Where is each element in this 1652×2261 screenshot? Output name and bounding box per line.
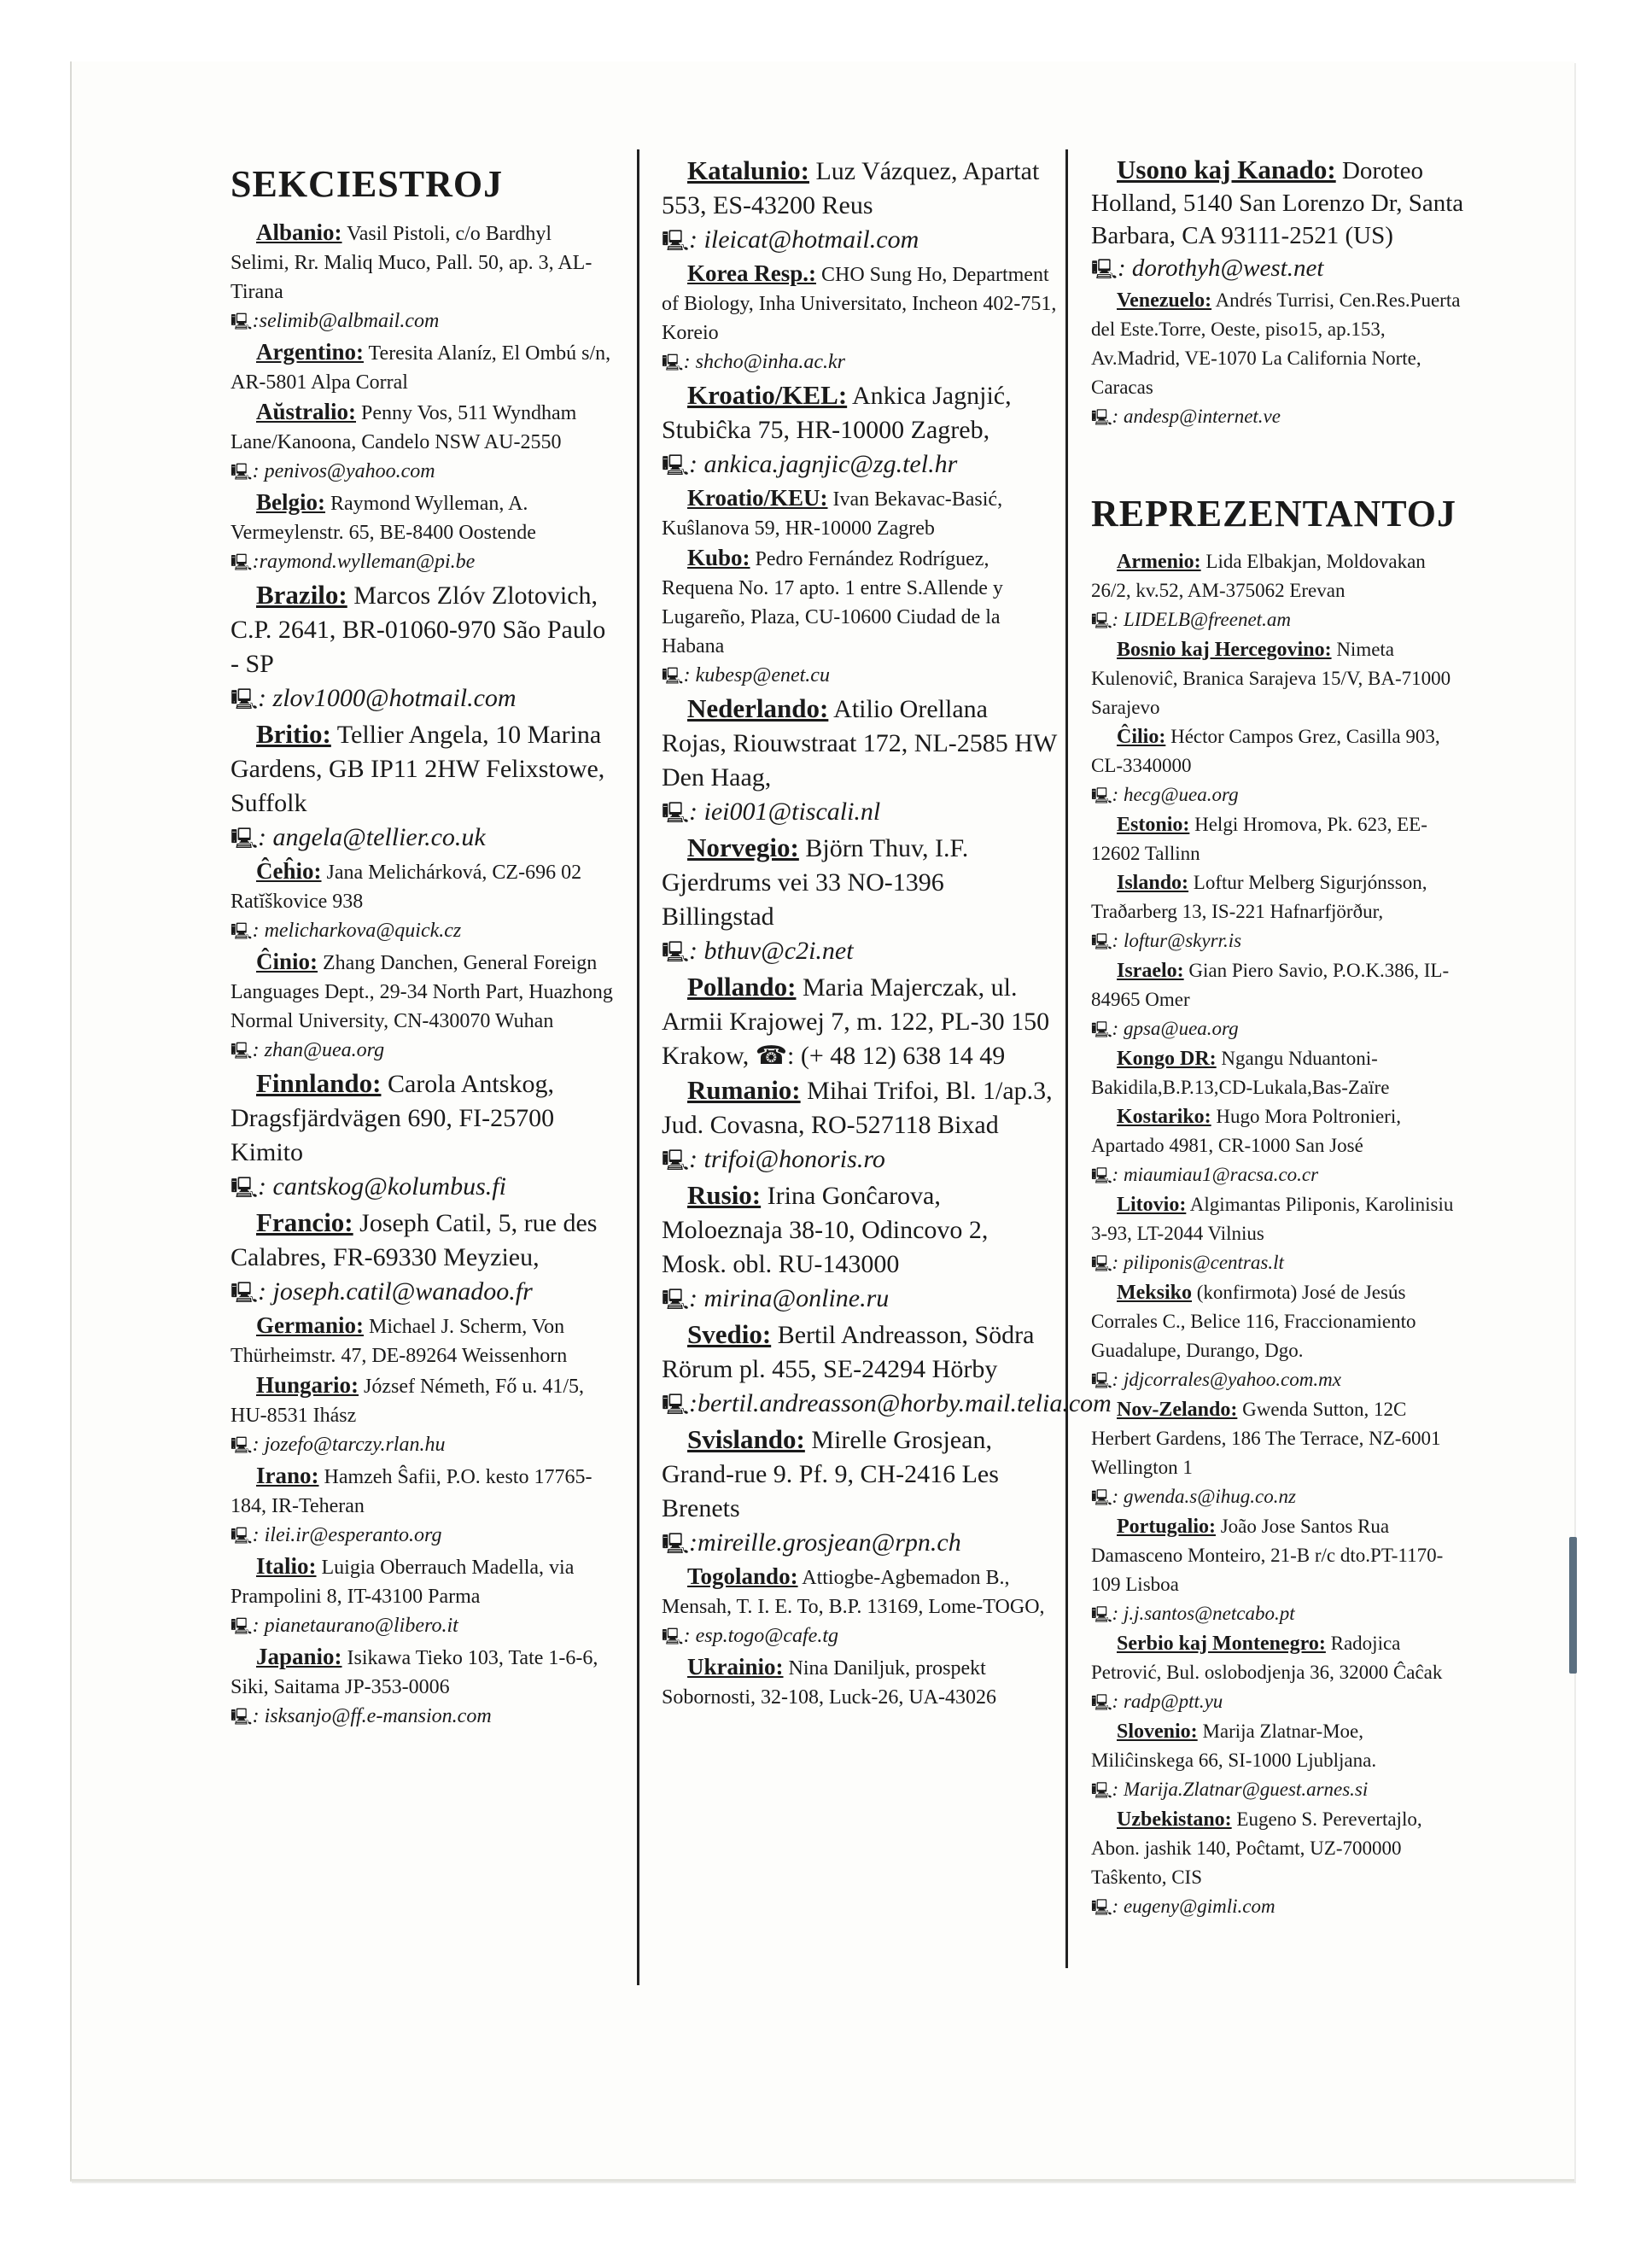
country-label: Svedio: (687, 1319, 772, 1349)
contact-text: Ngangu Nduantoni-Bakidila,B.P.13,CD-Lukala,Bas-Zaïre (1091, 1048, 1390, 1098)
computer-icon: 🖳 (1091, 1021, 1112, 1038)
computer-icon: 🖳 (662, 1534, 690, 1556)
email-address[interactable]: :selimib@albmail.com (252, 310, 440, 332)
country-label: Aŭstralio: (256, 399, 356, 424)
country-label: Ĉeĥio: (256, 858, 322, 884)
country-label: Armenio: (1117, 551, 1201, 573)
computer-icon: 🖳 (662, 231, 690, 253)
country-label: Irano: (256, 1463, 319, 1488)
page-edge-tab (1569, 1537, 1577, 1674)
directory-entry (1091, 956, 1467, 1044)
computer-icon: 🖳 (662, 1289, 690, 1312)
country-label: Japanio: (256, 1644, 342, 1669)
contact-text: Pedro Fernández Rodríguez, Requena No. 17 apto. 1 entre S.Allende y Lugareño, Plaza, CU-10600 Ciudad de la Habana (662, 548, 1003, 657)
computer-icon: 🖳 (662, 803, 690, 825)
contact-text: Isikawa Tieko 103, Tate 1-6-6, Siki, Saitama JP-353-0006 (231, 1647, 598, 1698)
email-address[interactable]: : ankica.jagnjic@zg.tel.hr (689, 450, 958, 478)
computer-icon: 🖳 (1091, 933, 1112, 950)
computer-icon: 🖳 (231, 1618, 253, 1636)
directory-entry (662, 543, 1059, 692)
computer-icon: 🖳 (662, 668, 684, 686)
country-label: Argentino: (256, 339, 364, 365)
email-address[interactable]: : eugeny@gimli.com (1112, 1896, 1275, 1917)
directory-entry (662, 1178, 1059, 1317)
directory-entry (662, 970, 1059, 1073)
email-address[interactable]: : trifoi@honoris.ro (689, 1145, 885, 1173)
contact-text: Maria Majerczak, ul. Armii Krajowej 7, m. 122, PL-30 150 Krakow, ☎: (+ 48 12) 638 14 49 (662, 973, 1050, 1070)
contact-text: Jana Melichárková, CZ-696 02 Ratĭškovice 938 (231, 862, 582, 913)
directory-entry (231, 397, 615, 488)
country-label: Finnlando: (256, 1068, 382, 1098)
computer-icon: 🖳 (231, 464, 253, 482)
contact-text: Eugeno S. Perevertajlo, Abon. jashik 140, Poĉtamt, UZ-700000 Taŝkento, CIS (1091, 1808, 1422, 1888)
directory-entry (231, 1461, 615, 1551)
contact-text: Loftur Melberg Sigurjónsson, Traðarberg 13, IS-221 Hafnarfjörður, (1091, 872, 1427, 922)
computer-icon: 🖳 (662, 1394, 690, 1417)
email-address[interactable]: :raymond.wylleman@pi.be (252, 551, 476, 573)
country-label: Norvegio: (687, 833, 799, 862)
computer-icon: 🖳 (231, 1437, 253, 1455)
email-address[interactable]: : j.j.santos@netcabo.pt (1112, 1603, 1295, 1624)
computer-icon: 🖳 (1091, 259, 1118, 281)
country-label: Nov-Zelando: (1117, 1399, 1238, 1421)
contact-text: Nina Daniljuk, prospekt Sobornosti, 32-108, Luck-26, UA-43026 (662, 1657, 996, 1709)
country-label: Islando: (1117, 872, 1189, 894)
contact-text: Penny Vos, 511 Wyndham Lane/Kanoona, Candelo NSW AU-2550 (231, 402, 577, 453)
email-address[interactable]: : piliponis@centras.lt (1112, 1252, 1284, 1273)
email-address[interactable]: : dorothyh@west.net (1117, 254, 1324, 282)
email-address[interactable]: : mirina@online.ru (689, 1284, 890, 1312)
contact-text: Joseph Catil, 5, rue des Calabres, FR-69330 Meyzieu, (231, 1209, 598, 1271)
computer-icon: 🖳 (231, 554, 253, 572)
directory-entry (662, 259, 1059, 378)
computer-icon: 🖳 (1091, 1694, 1112, 1711)
contact-text: Gian Piero Savio, P.O.K.386, IL-84965 Omer (1091, 960, 1450, 1010)
email-address[interactable]: : penivos@yahoo.com (252, 460, 435, 482)
directory-entry (1091, 1278, 1467, 1395)
country-label: Albanio: (256, 219, 342, 245)
contact-text: Bertil Andreasson, Södra Rörum pl. 455, SE-24294 Hörby (662, 1321, 1035, 1383)
directory-entry (1091, 722, 1467, 810)
email-address[interactable]: : shcho@inha.ac.kr (683, 351, 845, 373)
computer-icon: 🖳 (1091, 1782, 1112, 1799)
section-heading-reprezentantoj: REPREZENTANTOJ (1091, 493, 1457, 535)
country-label: Meksiko (1117, 1282, 1193, 1304)
contact-text: Helgi Hromova, Pk. 623, EE-12602 Tallinn (1091, 814, 1427, 864)
country-label: Estonio: (1117, 814, 1190, 836)
country-label: Bosnio kaj Hercegovino: (1117, 639, 1332, 661)
email-address[interactable]: : Marija.Zlatnar@guest.arnes.si (1112, 1779, 1369, 1800)
directory-entry (662, 692, 1059, 831)
email-address[interactable]: : miaumiau1@racsa.co.cr (1112, 1164, 1319, 1185)
country-label: Rusio: (687, 1180, 762, 1210)
directory-entry (662, 1317, 1112, 1423)
computer-icon: 🖳 (1091, 1489, 1112, 1506)
directory-entry (231, 1206, 615, 1311)
country-label: Kroatio/KEL: (687, 380, 848, 410)
country-label: Litovio: (1117, 1194, 1187, 1216)
directory-entry (662, 483, 1059, 543)
computer-icon: 🖳 (1091, 1372, 1112, 1389)
contact-text: João Jose Santos Rua Damasceno Monteiro, 21-B r/c dto.PT-1170-109 Lisboa (1091, 1516, 1444, 1595)
directory-entry (231, 1642, 615, 1732)
directory-entry (662, 831, 1059, 970)
contact-text: Mihai Trifoi, Bl. 1/ap.3, Jud. Covasna, RO-527118 Bixad (662, 1077, 1053, 1139)
email-address[interactable]: : isksanjo@ff.e-mansion.com (252, 1705, 492, 1727)
country-label: Belgio: (256, 489, 325, 515)
directory-entry (1091, 1190, 1467, 1278)
email-address[interactable]: : pianetaurano@libero.it (252, 1615, 458, 1637)
computer-icon: 🖳 (1091, 1255, 1112, 1272)
country-label: Hungario: (256, 1372, 359, 1398)
country-label: Francio: (256, 1207, 353, 1237)
email-address[interactable]: : ilei.ir@esperanto.org (252, 1524, 442, 1546)
contact-text: CHO Sung Ho, Department of Biology, Inha Universitato, Incheon 402-751, Koreio (662, 264, 1057, 344)
contact-text: Hugo Mora Poltronieri, Apartado 4981, CR-1000 San José (1091, 1106, 1401, 1156)
email-address[interactable]: : gpsa@uea.org (1112, 1018, 1239, 1039)
directory-entry (1091, 1102, 1467, 1190)
email-address[interactable]: : ileicat@hotmail.com (689, 225, 919, 254)
email-address[interactable]: : gwenda.s@ihug.co.nz (1112, 1486, 1296, 1507)
directory-entry (231, 947, 615, 1066)
computer-icon: 🖳 (231, 1043, 253, 1060)
contact-text: Raymond Wylleman, A. Vermeylenstr. 65, BE-8400 Oostende (231, 493, 536, 544)
column-divider (1065, 149, 1068, 1968)
directory-entry (231, 1066, 615, 1206)
contact-text: Tellier Angela, 10 Marina Gardens, GB IP11 2HW Felixstowe, Suffolk (231, 721, 605, 817)
country-label: Svislando: (687, 1424, 805, 1454)
contact-text: Gwenda Sutton, 12C Herbert Gardens, 186 The Terrace, NZ-6001 Wellington 1 (1091, 1399, 1441, 1478)
directory-entry (1091, 810, 1467, 868)
email-address[interactable]: : bthuv@c2i.net (689, 937, 854, 965)
country-label: Serbio kaj Montenegro: (1117, 1633, 1326, 1655)
computer-icon: 🖳 (231, 1709, 253, 1726)
country-label: Uzbekistano: (1117, 1808, 1232, 1831)
contact-text: Andrés Turrisi, Cen.Res.Puerta del Este.Torre, Oeste, piso15, ap.153, Av.Madrid, VE-1070 La California Norte, Caracas (1091, 289, 1461, 398)
directory-entry (231, 1551, 615, 1642)
contact-text: Michael J. Scherm, Von Thürheimstr. 47, DE-89264 Weissenhorn (231, 1316, 568, 1367)
contact-text: Luz Vázquez, Apartat 553, ES-43200 Reus (662, 157, 1040, 219)
computer-icon: 🖳 (231, 1282, 259, 1305)
column-1 (231, 154, 615, 1732)
computer-icon: 🖳 (662, 455, 690, 477)
directory-entry (231, 1370, 615, 1461)
contact-text: Radojica Petrović, Bul. oslobodjenja 36, 32000 Ĉaĉak (1091, 1633, 1443, 1683)
entry-list (1091, 154, 1467, 432)
computer-icon: 🖳 (231, 313, 253, 331)
email-address[interactable]: : zhan@uea.org (252, 1039, 385, 1061)
contact-text: Carola Antskog, Dragsfjärdvägen 690, FI-25700 Kimito (231, 1070, 555, 1166)
directory-entry (662, 154, 1059, 259)
country-label: Korea Resp.: (687, 260, 816, 286)
directory-entry (231, 1311, 615, 1370)
directory-entry (1091, 1717, 1467, 1805)
directory-entry (231, 717, 615, 856)
contact-text: Ivan Bekavac-Basić, Kuŝlanova 59, HR-10000 Zagreb (662, 488, 1003, 540)
country-label: Kubo: (687, 545, 750, 570)
email-address[interactable]: : melicharkova@quick.cz (252, 920, 462, 942)
computer-icon: 🖳 (1091, 612, 1112, 629)
directory-entry (1091, 1395, 1467, 1512)
column-2 (662, 154, 1112, 1712)
directory-entry (662, 1652, 1059, 1712)
directory-entry (1091, 286, 1467, 432)
country-label: Slovenio: (1117, 1721, 1198, 1743)
directory-entry (1091, 1512, 1467, 1629)
directory-entry (662, 1562, 1059, 1652)
computer-icon: 🖳 (662, 354, 684, 372)
email-address[interactable]: : jdjcorrales@yahoo.com.mx (1112, 1369, 1341, 1390)
directory-entry (1091, 547, 1467, 635)
directory-entry (662, 1423, 1059, 1562)
email-address[interactable]: :bertil.andreasson@horby.mail.telia.com (689, 1389, 1112, 1417)
email-address[interactable]: : loftur@skyrr.is (1112, 930, 1242, 951)
country-label: Kongo DR: (1117, 1048, 1217, 1070)
country-label: Katalunio: (687, 155, 809, 185)
contact-text: József Németh, Fő u. 41/5, HU-8531 Ihász (231, 1376, 584, 1427)
country-label: Pollando: (687, 972, 797, 1002)
contact-text: Marija Zlatnar-Moe, Miliĉinskega 66, SI-1000 Ljubljana. (1091, 1721, 1377, 1771)
contact-text: Lida Elbakjan, Moldovakan 26/2, kv.52, AM-375062 Erevan (1091, 551, 1426, 601)
country-label: Britio: (256, 719, 331, 749)
directory-entry (1091, 1044, 1467, 1102)
email-address[interactable]: : LIDELB@freenet.am (1112, 609, 1291, 630)
country-label: Togolando: (687, 1563, 798, 1589)
entry-list (662, 154, 1112, 1712)
computer-icon: 🖳 (231, 1177, 259, 1200)
computer-icon: 🖳 (1091, 409, 1112, 426)
directory-entry (231, 856, 615, 947)
contact-text: Teresita Alaníz, El Ombú s/n, AR-5801 Alpa Corral (231, 342, 611, 394)
contact-text: Ankica Jagnjić, Stubiĉka 75, HR-10000 Zagreb, (662, 382, 1012, 444)
email-address[interactable]: :mireille.grosjean@rpn.ch (689, 1528, 961, 1557)
contact-text: Hamzeh Ŝafii, P.O. kesto 17765-184, IR-Teheran (231, 1466, 593, 1517)
computer-icon: 🖳 (662, 1628, 684, 1646)
directory-entry (1091, 1805, 1467, 1922)
entry-list (1091, 547, 1467, 1922)
computer-icon: 🖳 (1091, 787, 1112, 804)
email-address[interactable]: : cantskog@kolumbus.fi (258, 1172, 506, 1201)
email-address[interactable]: : zlov1000@hotmail.com (258, 684, 517, 712)
directory-entry (1091, 868, 1467, 956)
computer-icon: 🖳 (231, 1528, 253, 1545)
computer-icon: 🖳 (231, 923, 253, 941)
country-label: Ĉinio: (256, 949, 318, 974)
directory-entry (231, 488, 615, 578)
computer-icon: 🖳 (1091, 1167, 1112, 1184)
country-label: Ĉilio: (1117, 726, 1166, 748)
directory-entry (1091, 635, 1467, 722)
contact-text: Marcos Zlóv Zlotovich, C.P. 2641, BR-01060-970 São Paulo - SP (231, 581, 606, 678)
directory-entry (1091, 1629, 1467, 1717)
contact-text: Atilio Orellana Rojas, Riouwstraat 172, NL-2585 HW Den Haag, (662, 695, 1057, 792)
country-label: Kroatio/KEU: (687, 485, 828, 511)
contact-text: Vasil Pistoli, c/o Bardhyl Selimi, Rr. Maliq Muco, Pall. 50, ap. 3, AL-Tirana (231, 223, 593, 303)
contact-text: Doroteo Holland, 5140 San Lorenzo Dr, Santa Barbara, CA 93111-2521 (US) (1091, 157, 1464, 249)
country-label: Portugalio: (1117, 1516, 1216, 1538)
country-label: Nederlando: (687, 693, 829, 723)
contact-text: Zhang Danchen, General Foreign Languages Dept., 29-34 North Part, Huazhong Normal University, CN-430070 Wuhan (231, 952, 613, 1032)
email-address[interactable]: : andesp@internet.ve (1112, 406, 1281, 427)
computer-icon: 🖳 (231, 689, 259, 711)
email-address[interactable]: : esp.togo@cafe.tg (683, 1625, 838, 1647)
email-address[interactable]: : kubesp@enet.cu (683, 664, 830, 686)
directory-entry (1091, 154, 1467, 286)
contact-text: Héctor Campos Grez, Casilla 903, CL-3340000 (1091, 726, 1440, 776)
contact-text: Björn Thuv, I.F. Gjerdrums vei 33 NO-1396 Billingstad (662, 834, 969, 931)
directory-entry (662, 1073, 1059, 1178)
country-label: Ukrainio: (687, 1654, 784, 1680)
contact-text: Algimantas Piliponis, Karolinisiu 3-93, LT-2044 Vilnius (1091, 1194, 1454, 1244)
email-address[interactable]: : iei001@tiscali.nl (689, 797, 881, 826)
directory-entry (231, 578, 615, 717)
contact-text: Mirelle Grosjean, Grand-rue 9. Pf. 9, CH-2416 Les Brenets (662, 1426, 999, 1522)
computer-icon: 🖳 (662, 942, 690, 964)
email-address[interactable]: : angela@tellier.co.uk (258, 823, 486, 851)
column-divider (637, 149, 639, 1985)
contact-text: Irina Gonĉarova, Moloeznaja 38-10, Odincovo 2, Mosk. obl. RU-143000 (662, 1182, 989, 1278)
computer-icon: 🖳 (1091, 1606, 1112, 1623)
contact-text: (konfirmota) José de Jesús Corrales C., Belice 116, Fraccionamiento Guadalupe, Durango, Dgo. (1091, 1282, 1416, 1361)
country-label: Kostariko: (1117, 1106, 1211, 1128)
country-label: Italio: (256, 1553, 317, 1579)
email-address[interactable]: : jozefo@tarczy.rlan.hu (252, 1434, 446, 1456)
section-heading-sekciestroj: SEKCIESTROJ (231, 163, 504, 205)
country-label: Venezuelo: (1117, 289, 1212, 312)
contact-text: Nimeta Kulenoviĉ, Branica Sarajeva 15/V, BA-71000 Sarajevo (1091, 639, 1451, 718)
computer-icon: 🖳 (662, 1150, 690, 1172)
contact-text: Luigia Oberrauch Madella, via Prampolini 8, IT-43100 Parma (231, 1557, 575, 1608)
column-3 (1091, 154, 1467, 1922)
computer-icon: 🖳 (1091, 1899, 1112, 1916)
country-label: Rumanio: (687, 1075, 801, 1105)
email-address[interactable]: : radp@ptt.yu (1112, 1691, 1223, 1712)
email-address[interactable]: : joseph.catil@wanadoo.fr (258, 1277, 533, 1306)
directory-entry (231, 218, 615, 337)
directory-entry (662, 378, 1059, 483)
country-label: Brazilo: (256, 580, 347, 610)
directory-entry (231, 337, 615, 397)
contact-text: Attiogbe-Agbemadon B., Mensah, T. I. E. To, B.P. 13169, Lome-TOGO, (662, 1567, 1045, 1618)
entry-list (231, 218, 615, 1732)
computer-icon: 🖳 (231, 828, 259, 850)
country-label: Israelo: (1117, 960, 1184, 982)
email-address[interactable]: : hecg@uea.org (1112, 784, 1239, 805)
country-label: Germanio: (256, 1312, 364, 1338)
country-label: Usono kaj Kanado: (1117, 155, 1336, 184)
